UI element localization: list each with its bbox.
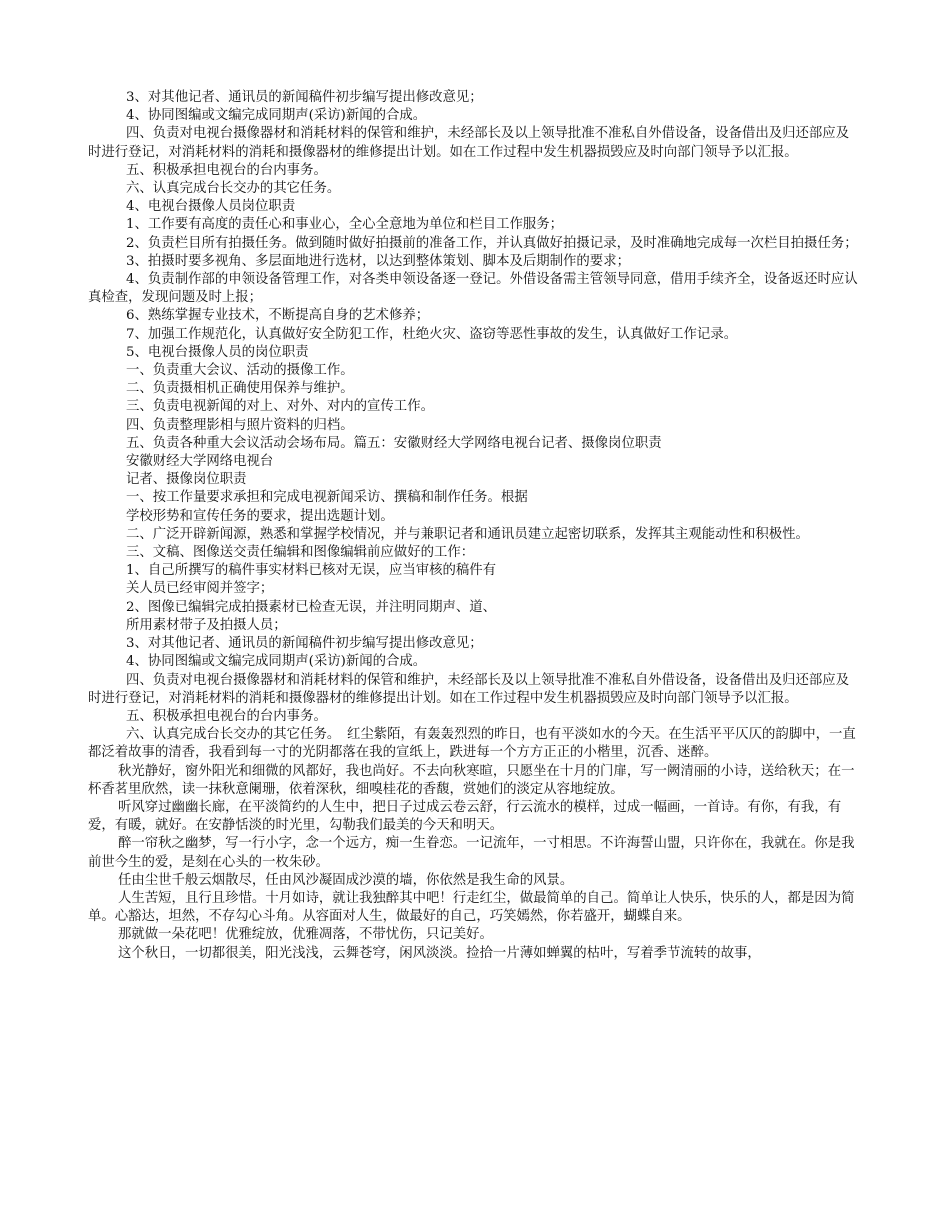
paragraph: 所用素材带子及拍摄人员； xyxy=(126,617,287,633)
paragraph: 4、协同图编或文编完成同期声(采访)新闻的合成。 xyxy=(126,654,427,670)
paragraph: 2、图像已编辑完成拍摄素材已检查无误，并注明同期声、道、 xyxy=(126,599,497,615)
paragraph: 学校形势和宣传任务的要求，提出选题计划。 xyxy=(126,508,394,524)
paragraph: 安徽财经大学网络电视台 xyxy=(126,454,274,470)
paragraph: 五、负责各种重大会议活动会场布局。篇五：安徽财经大学网络电视台记者、摄像岗位职责 xyxy=(126,435,662,451)
paragraph: 4、负责制作部的申领设备管理工作，对各类申领设备逐一登记。外借设备需主管领导同意，借用手续齐全，设备返还时应认真检查，发现问题及时上报； xyxy=(88,272,858,306)
paragraph: 任由尘世千般云烟散尽，任由风沙凝固成沙漠的墙，你依然是我生命的风景。 xyxy=(118,872,574,888)
paragraph: 三、负责电视新闻的对上、对外、对内的宣传工作。 xyxy=(126,399,434,415)
paragraph: 7、加强工作规范化，认真做好安全防犯工作，杜绝火灾、盗窃等恶性事故的发生，认真做好工作记录。 xyxy=(126,326,738,342)
paragraph: 二、负责摄相机正确使用保养与维护。 xyxy=(126,381,354,397)
paragraph: 4、协同图编或文编完成同期声(采访)新闻的合成。 xyxy=(126,108,427,124)
paragraph: 5、电视台摄像人员的岗位职责 xyxy=(126,344,309,360)
paragraph: 人生苦短，且行且珍惜。十月如诗，就让我独醉其中吧！行走红尘，做最简单的自己。简单让人快乐，快乐的人，都是因为简单。心豁达，坦然，不存勾心斗角。从容面对人生，做最好的自己，巧笑嫣然，你若盛开，蝴蝶自来。 xyxy=(88,890,855,925)
paragraph: 听风穿过幽幽长廊，在平淡简约的人生中，把日子过成云卷云舒，行云流水的模样，过成一幅画，一首诗。有你，有我，有爱，有暖，就好。在安静恬淡的时光里，勾勒我们最美的今天和明天。 xyxy=(88,799,842,834)
paragraph: 六、认真完成台长交办的其它任务。 红尘紫陌，有轰轰烈烈的昨日，也有平淡如水的今天。在生活平平仄仄的韵脚中，一直都泛着故事的清香，我看到每一寸的光阴都落在我的宣纸上，跌进每一个方方正正的小楷里，沉香、迷醉。 xyxy=(88,727,856,761)
paragraph: 四、负责对电视台摄像器材和消耗材料的保管和维护，未经部长及以上领导批准不准私自外借设备，设备借出及归还部应及时进行登记，对消耗材料的消耗和摄像器材的维修提出计划。如在工作过程中发生机器损毁应及时向部门领导予以汇报。 xyxy=(88,672,850,706)
paragraph: 五、积极承担电视台的台内事务。 xyxy=(126,708,327,724)
paragraph: 2、负责栏目所有拍摄任务。做到随时做好拍摄前的准备工作，并认真做好拍摄记录，及时准确地完成每一次栏目拍摄任务； xyxy=(126,235,858,251)
paragraph: 醉一帘秋之幽梦，写一行小字，念一个远方，痴一生眷恋。一记流年，一寸相思。不许海誓山盟，只许你在，我就在。你是我前世今生的爱，是刻在心头的一枚朱砂。 xyxy=(88,836,855,870)
paragraph: 关人员已经审阅并签字； xyxy=(126,581,274,597)
paragraph: 秋光静好，窗外阳光和细微的风都好，我也尚好。不去向秋寒暄，只愿坐在十月的门扉，写一阙清丽的小诗，送给秋天；在一杯香茗里欣然，读一抹秋意阑珊，依着深秋，细嗅桂花的香馥，赏她们的淡定从容地绽放。 xyxy=(88,763,855,797)
paragraph: 五、积极承担电视台的台内事务。 xyxy=(126,162,327,178)
paragraph: 四、负责对电视台摄像器材和消耗材料的保管和维护，未经部长及以上领导批准不准私自外借设备，设备借出及归还部应及时进行登记，对消耗材料的消耗和摄像器材的维修提出计划。如在工作过程中发生机器损毁应及时向部门领导予以汇报。 xyxy=(88,126,850,160)
paragraph: 四、负责整理影相与照片资料的归档。 xyxy=(126,417,354,433)
paragraph: 3、对其他记者、通讯员的新闻稿件初步编写提出修改意见； xyxy=(126,636,483,652)
paragraph: 3、对其他记者、通讯员的新闻稿件初步编写提出修改意见； xyxy=(126,90,483,105)
paragraph: 1、工作要有高度的责任心和事业心，全心全意地为单位和栏目工作服务； xyxy=(126,217,564,233)
paragraph: 二、广泛开辟新闻源，熟悉和掌握学校情况，并与兼职记者和通讯员建立起密切联系，发挥其主观能动性和积极性。 xyxy=(126,526,809,542)
paragraph: 这个秋日，一切都很美，阳光浅浅，云舞苍穹，闲风淡淡。捡拾一片薄如蝉翼的枯叶，写着季节流转的故事， xyxy=(118,945,761,961)
paragraph: 六、认真完成台长交办的其它任务。 xyxy=(126,181,341,197)
paragraph: 记者、摄像岗位职责 xyxy=(126,472,247,488)
paragraph: 1、自己所撰写的稿件事实材料已核对无误，应当审核的稿件有 xyxy=(126,563,497,579)
paragraph: 3、拍摄时要多视角、多层面地进行选材，以达到整体策划、脚本及后期制作的要求； xyxy=(126,253,630,269)
paragraph: 那就做一朵花吧！优雅绽放，优雅凋落，不带忧伤，只记美好。 xyxy=(118,927,493,943)
paragraph: 4、电视台摄像人员岗位职责 xyxy=(126,199,296,215)
paragraph: 一、负责重大会议、活动的摄像工作。 xyxy=(126,363,354,379)
paragraph: 三、文稿、图像送交责任编辑和图像编辑前应做好的工作： xyxy=(126,545,475,561)
paragraph: 一、按工作量要求承担和完成电视新闻采访、撰稿和制作任务。根据 xyxy=(126,490,528,506)
paragraph: 6、熟练掌握专业技术，不断提高自身的艺术修养； xyxy=(126,308,430,324)
document-body xyxy=(88,89,858,963)
